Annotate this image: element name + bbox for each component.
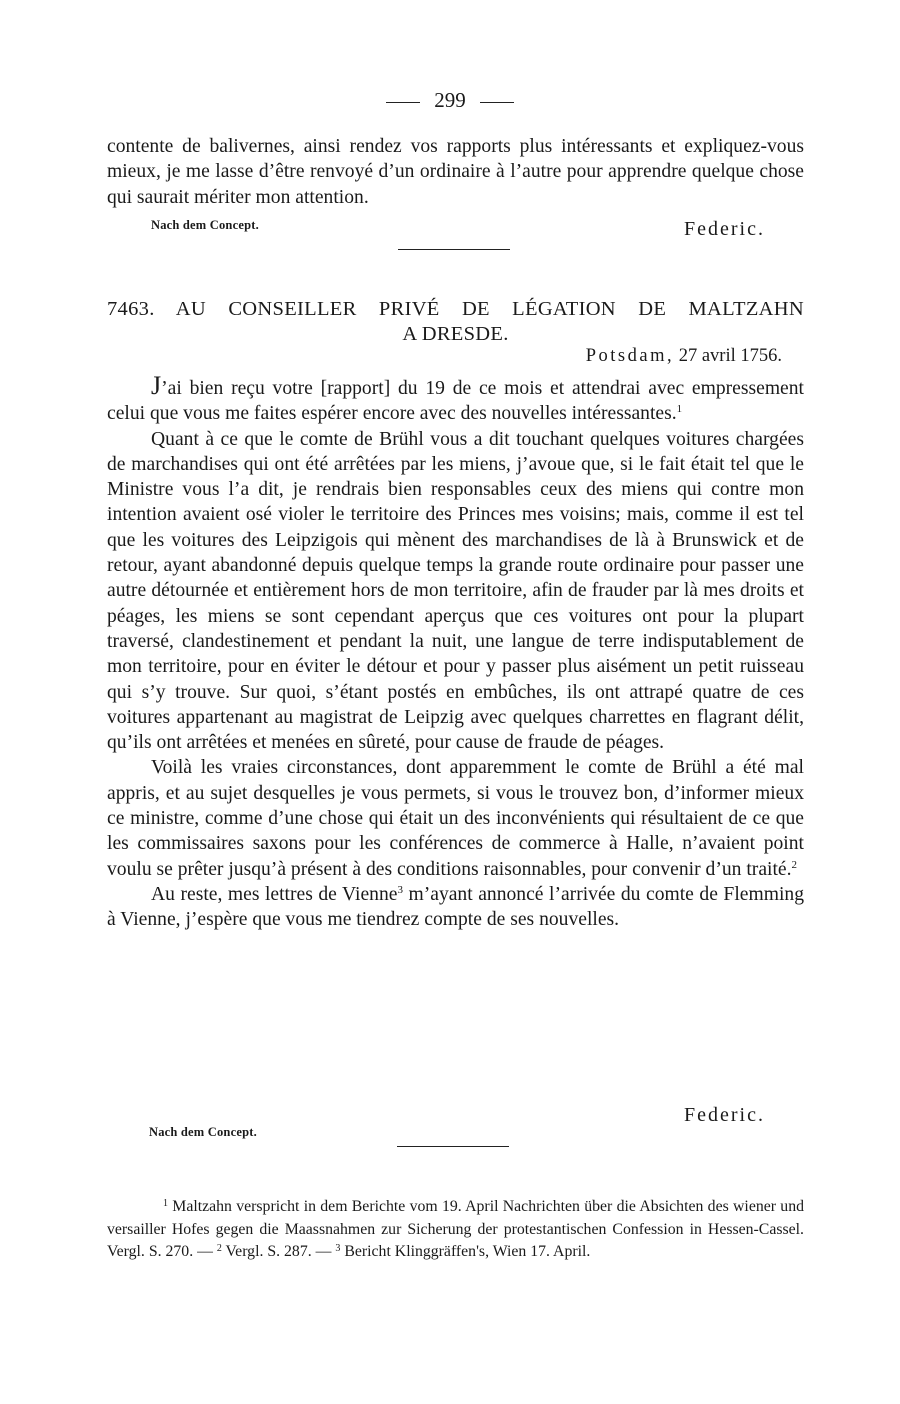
header-dash-left — [386, 102, 420, 103]
closing-divider — [397, 1146, 509, 1147]
footnote-3-mark: 3 — [335, 1243, 341, 1255]
page-number: 299 — [434, 88, 466, 112]
previous-letter-source-note: Nach dem Concept. — [151, 218, 259, 232]
letter-body — [107, 373, 804, 933]
drop-cap: J — [151, 371, 162, 400]
paragraph-1 — [107, 373, 804, 427]
footnote-2-mark: 2 — [216, 1243, 222, 1255]
letter-heading-line1: 7463. AU CONSEILLER PRIVÉ DE LÉGATION DE MALTZAHN — [107, 298, 804, 320]
paragraph-3 — [107, 755, 804, 881]
letter-heading — [107, 297, 804, 347]
footnotes — [107, 1196, 804, 1264]
letter-dateline — [586, 346, 782, 367]
dateline-place: Potsdam, — [585, 346, 675, 366]
page-header — [0, 88, 900, 113]
footnote-block — [107, 1196, 804, 1264]
paragraph-4-text-b: m’ayant annoncé l’arrivée du comte de Flemming à Vienne, j’espère que vous me tiendrez compte de ses nouvelles. — [107, 883, 804, 931]
footnote-3-text: Bericht Klinggräffen's, Wien 17. April. — [340, 1243, 591, 1261]
footnote-1-text: Maltzahn verspricht in dem Berichte vom 19. April Nachrichten über die Absichten des wiener und versailler Hofes gegen die Maassnahmen zur Sicherung der protestantischen Confession in Hessen-Cassel. Vergl. S. 270. — — [107, 1198, 804, 1261]
previous-letter-signature: Federic. — [684, 218, 765, 240]
header-dash-right — [480, 102, 514, 103]
footnote-1-mark: 1 — [163, 1198, 168, 1209]
footnote-ref-1: 1 — [676, 403, 683, 416]
paragraph-3-text: Voilà les vraies circonstances, dont apparemment le comte de Brühl a été mal appris, et au sujet desquelles je vous permets, si vous le trouvez bon, d’informer mieux ce ministre, comme d’une chose qui était un des inconvénients qui résultaient de ce que les commissaires saxons pour les conférences de commerce à Halle, n’avaient point voulu se prêter jusqu’à présent à des conditions raisonnables, pour convenir d’un traité. — [107, 757, 804, 880]
paragraph-1-text: ’ai bien reçu votre [rapport] du 19 de ce mois et attendrai avec empressement celui que vous me faites espérer encore avec des nouvelles intéressantes. — [107, 378, 804, 425]
letter-source-note: Nach dem Concept. — [149, 1125, 257, 1139]
footnote-ref-2: 2 — [791, 858, 797, 871]
dateline-date: 27 avril 1756. — [678, 346, 782, 366]
section-divider — [398, 249, 510, 250]
letter-heading-line2: A DRESDE. — [402, 323, 509, 345]
letter-signature: Federic. — [684, 1104, 765, 1126]
paragraph-4-text-a: Au reste, mes lettres de Vienne — [151, 883, 398, 905]
paragraph-4 — [107, 882, 804, 933]
paragraph-2: Quant à ce que le comte de Brühl vous a dit touchant quelques voitures chargées de marchandises qui ont été arrêtées par les miens, j’avoue que, si le fait était tel que le Ministre vous l’a dit, je rendrais bien responsables ceux des miens qui contre mon intention avaient osé violer le territoire des Princes mes voisins; mais, comme il est tel que les voitures des Leipzigois qui mènent des marchandises de là à Brunswick et de retour, ayant abandonné depuis quelque temps la grande route ordinaire pour passer une autre détournée et entièrement hors de mon territoire, afin de frauder par là mes droits et péages, les miens se sont cependant aperçus que ces voitures ont pour la plupart traversé, clandestinement et pendant la nuit, une langue de terre indisputablement de mon territoire, pour en éviter le détour et pour y passer plus aisément un petit ruisseau qui s’y trouve. Sur quoi, s’étant postés en embûches, ils ont attrapé quatre de ces voitures appartenant au magistrat de Leipzig avec quelques charrettes en flagrant délit, qu’ils ont arrêtées et menées en sûreté, pour cause de fraude de péages. — [107, 428, 804, 754]
footnote-ref-3: 3 — [397, 883, 403, 896]
previous-letter-ending: contente de balivernes, ainsi rendez vos rapports plus intéressants et expliquez-vous mieux, je me lasse d’être renvoyé d’un ordinaire à l’autre pour apprendre quelque chose qui saurait mériter mon attention. — [107, 136, 804, 208]
footnote-2-text: Vergl. S. 287. — — [221, 1243, 336, 1261]
